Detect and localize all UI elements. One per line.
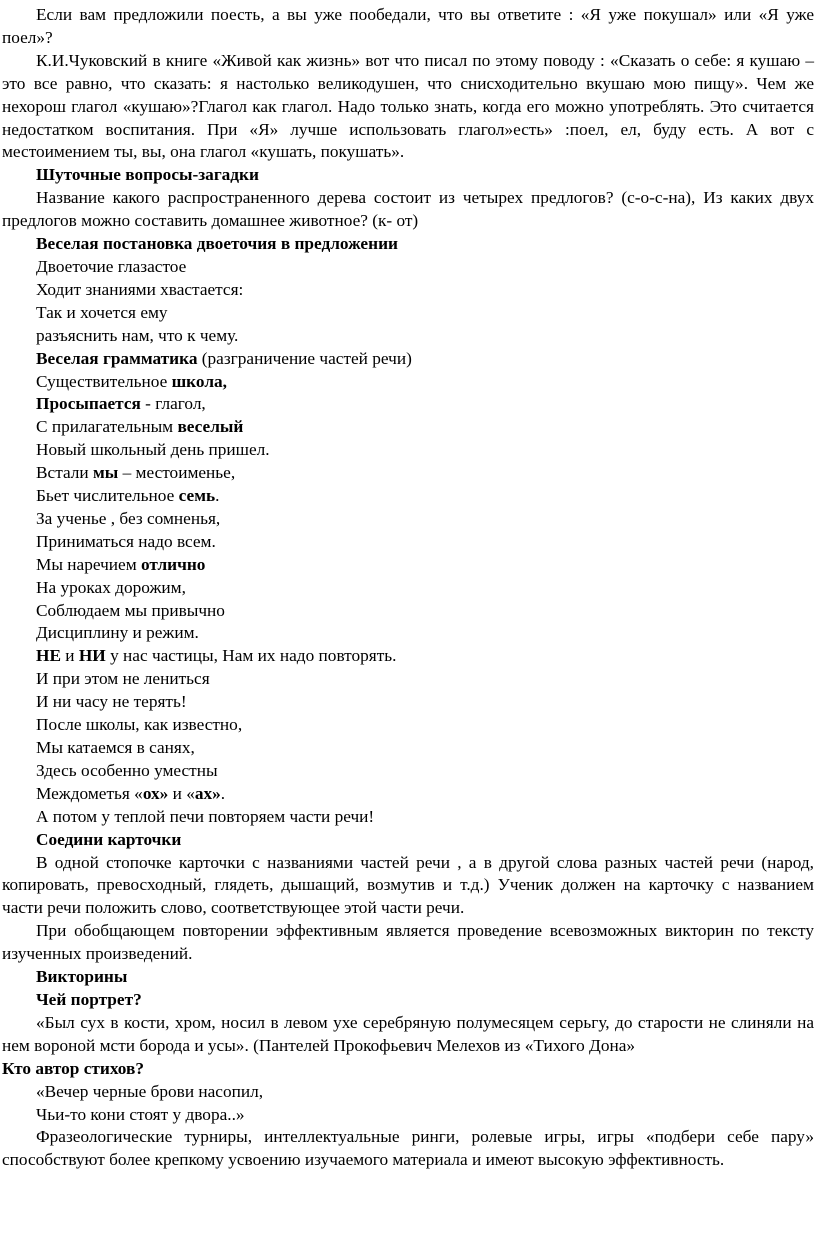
paragraph-final: Фразеологические турниры, интеллектуальные ринги, ролевые игры, игры «подбери себе пару» способствуют более крепкому усвоению изучаемого материала и имеют высокую эффективность. [2, 1127, 814, 1170]
poem-text: Бьет числительное [36, 486, 179, 506]
poem-line: «Вечер черные брови насопил, [36, 1081, 264, 1101]
heading-colon: Веселая постановка двоеточия в предложении [36, 234, 398, 254]
poem-text: и [60, 646, 79, 666]
poem-line [2, 645, 814, 668]
poem-emphasis: ох» [142, 783, 169, 803]
poem-line: И ни часу не терять! [36, 692, 187, 712]
poem-line: Так и хочется ему [36, 302, 168, 322]
poem-emphasis: школа, [171, 371, 227, 391]
poem-text: . [215, 486, 220, 506]
poem-line: Дисциплину и режим. [36, 623, 199, 643]
poem-line [2, 462, 814, 485]
paragraph-chukovsky: К.И.Чуковский в книге «Живой как жизнь» вот что писал по этому поводу : «Сказать о себе: я кушаю – это все равно, что сказать: я настолько великодушен, что снисходительно вкушаю мою пищу». Чем же нехорош глагол «кушаю»?Глагол как глагол. Надо только знать, когда его можно употреблять. Это считается недостатком воспитания. При «Я» лучше использовать глагол»есть» :поел, ел, буду есть. А вот с местоимением ты, вы, она глагол «кушать, покушать». [2, 50, 814, 162]
poem-emphasis: отлично [140, 554, 206, 574]
poem-line: Здесь особенно уместны [36, 760, 218, 780]
poem-line: На уроках дорожим, [36, 577, 186, 597]
poem-line: А потом у теплой печи повторяем части речи! [36, 806, 375, 826]
poem-text: – местоименье, [118, 463, 236, 483]
grammar-title-bold: Веселая грамматика [36, 348, 198, 368]
poem-emphasis: семь [178, 486, 216, 506]
poem-emphasis: веселый [177, 417, 244, 437]
heading-riddles: Шуточные вопросы-загадки [36, 165, 259, 185]
heading-quizzes: Викторины [36, 967, 128, 987]
poem-text: . [220, 783, 226, 803]
poem-line [2, 393, 814, 416]
poem-line [2, 371, 814, 394]
poem-line: Приниматься надо всем. [36, 531, 216, 551]
poem-line: Ходит знаниями хвастается: [36, 279, 244, 299]
grammar-title [2, 348, 814, 371]
heading-author: Кто автор стихов? [2, 1058, 144, 1078]
heading-portrait: Чей портрет? [36, 989, 142, 1009]
poem-line: Новый школьный день пришел. [36, 440, 270, 460]
grammar-title-note: (разграничение частей речи) [197, 348, 412, 368]
poem-line [2, 783, 814, 806]
poem-line: Двоеточие глазастое [36, 256, 187, 276]
poem-text: С прилагательным [36, 417, 178, 437]
poem-line: За ученье , без сомненья, [36, 508, 221, 528]
poem-emphasis: мы [92, 463, 119, 483]
paragraph-cards: В одной стопочке карточки с названиями частей речи , а в другой слова разных частей речи (народ, копировать, превосходный, глядеть, дышащий, возмутив и т.д.) Ученик должен на карточку с названием части речи положить слово, соответствующее этой части речи. [2, 852, 814, 918]
paragraph-portrait: «Был сух в кости, хром, носил в левом ухе серебряную полумесяцем серьгу, до старости не слиняли на нем вороной мсти борода и усы». (Пантелей Прокофьевич Мелехов из «Тихого Дона» [2, 1012, 814, 1055]
poem-text: Существительное [36, 371, 172, 391]
poem-text: Встали [36, 463, 93, 483]
poem-line [2, 554, 814, 577]
poem-text: - глагол, [140, 394, 206, 414]
poem-emphasis: Просыпается [36, 394, 141, 414]
poem-line: Соблюдаем мы привычно [36, 600, 225, 620]
poem-text: и « [168, 783, 195, 803]
poem-text: Междометья « [36, 783, 143, 803]
poem-line: И при этом не лениться [36, 669, 210, 689]
paragraph-quiz-intro: При обобщающем повторении эффективным является проведение всевозможных викторин по тексту изученных произведений. [2, 921, 814, 964]
poem-emphasis: НИ [78, 646, 106, 666]
heading-cards: Соедини карточки [36, 829, 182, 849]
poem-emphasis: НЕ [36, 646, 61, 666]
poem-emphasis: ах» [194, 783, 221, 803]
paragraph-question: Если вам предложили поесть, а вы уже пообедали, что вы ответите : «Я уже покушал» или «Я уже поел»? [2, 5, 814, 47]
poem-line: Чьи-то кони стоят у двора..» [36, 1104, 245, 1124]
poem-text: Мы наречием [36, 554, 141, 574]
poem-line [2, 416, 814, 439]
paragraph-riddles: Название какого распространенного дерева состоит из четырех предлогов? (с-о-с-на), Из каких двух предлогов можно составить домашнее животное? (к- от) [2, 188, 814, 231]
poem-text: у нас частицы, Нам их надо повторять. [105, 646, 397, 666]
poem-line: Мы катаемся в санях, [36, 738, 195, 757]
poem-line [2, 485, 814, 508]
poem-line: разъяснить нам, что к чему. [36, 325, 239, 345]
poem-line: После школы, как известно, [36, 715, 243, 735]
